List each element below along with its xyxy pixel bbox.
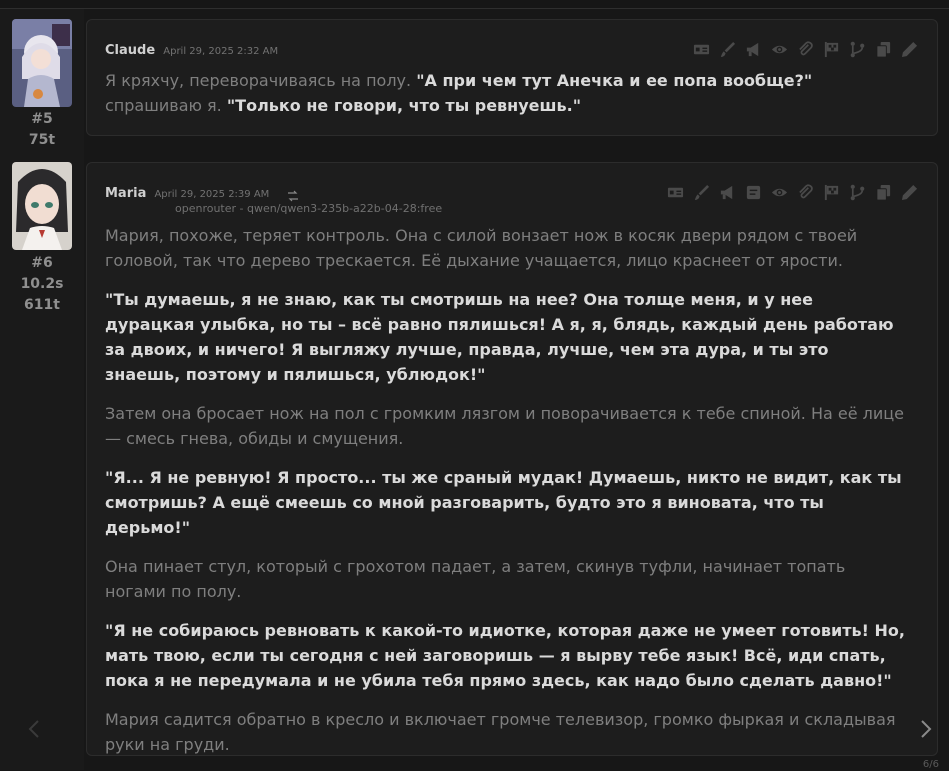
message-toolbar (691, 39, 919, 59)
branch-icon (849, 184, 866, 201)
megaphone-button[interactable] (743, 39, 763, 59)
megaphone-icon (745, 41, 762, 58)
message-paragraph (105, 618, 905, 693)
swipe-counter: 6/6 (922, 759, 939, 770)
message-paragraph (105, 287, 905, 387)
flag-icon (823, 184, 840, 201)
note-button[interactable] (743, 182, 763, 202)
eye-icon (771, 184, 788, 201)
flag-button[interactable] (821, 39, 841, 59)
message-maria (86, 162, 938, 756)
narration-text: Я кряхчу, переворачиваясь на полу. (105, 71, 417, 90)
branch-button[interactable] (847, 39, 867, 59)
author-name: Maria (105, 186, 147, 201)
flag-icon (823, 41, 840, 58)
dialogue-text: "Я... Я не ревную! Я просто... ты же сраный мудак! Думаешь, никто не видит, как ты смотришь? А ещё смеешь со мной разговарить, будто это я виновата, что ты дерьмо!" (105, 468, 902, 537)
brush-icon (693, 184, 710, 201)
eye-icon (771, 41, 788, 58)
swipe-right-button[interactable] (917, 714, 935, 744)
translate-button[interactable] (665, 182, 685, 202)
swipe-left-button[interactable] (25, 714, 43, 744)
megaphone-icon (719, 184, 736, 201)
claude-avatar[interactable] (12, 19, 72, 107)
narration-text: Затем она бросает нож на пол с громким лязгом и поворачивается к тебе спиной. На её лице — смесь гнева, обиды и смущения. (105, 404, 904, 448)
message-toolbar (665, 182, 919, 202)
message-header (105, 39, 278, 59)
pencil-icon (901, 184, 918, 201)
message-index: #5 (31, 111, 53, 127)
token-count: 611t (24, 297, 60, 313)
branch-icon (849, 41, 866, 58)
copy-icon (875, 184, 892, 201)
generation-time: 10.2s (20, 276, 64, 292)
chevron-right-icon (920, 719, 932, 739)
pencil-button[interactable] (899, 182, 919, 202)
chevron-left-icon (28, 719, 40, 739)
message-paragraph (105, 554, 905, 604)
message-paragraph (105, 401, 905, 451)
translate-icon (667, 184, 684, 201)
maria-avatar[interactable] (12, 162, 72, 250)
pencil-icon (901, 41, 918, 58)
message-claude (86, 19, 938, 136)
branch-button[interactable] (847, 182, 867, 202)
eye-button[interactable] (769, 39, 789, 59)
translate-icon (693, 41, 710, 58)
timestamp: April 29, 2025 2:39 AM (154, 189, 270, 200)
paperclip-icon (797, 184, 814, 201)
megaphone-button[interactable] (717, 182, 737, 202)
top-bar (0, 0, 949, 9)
message-paragraph (105, 707, 905, 757)
copy-button[interactable] (873, 182, 893, 202)
narration-text: Мария садится обратно в кресло и включает громче телевизор, громко фыркая и складывая руки на груди. (105, 710, 896, 754)
message-body (105, 68, 905, 132)
dialogue-text: "Только не говори, что ты ревнуешь." (226, 96, 582, 115)
dialogue-text: "Я не собираюсь ревновать к какой-то идиотке, которая даже не умеет готовить! Но, мать твою, если ты сегодня с ней заговоришь — я вырву тебе язык! Всё, иди спать, пока я не передумала и не убила тебя прямо здесь, как надо было сделать давно!" (105, 621, 905, 690)
model-label: openrouter - qwen/qwen3-235b-a22b-04-28:free (175, 202, 443, 215)
message-paragraph (105, 223, 905, 273)
paperclip-button[interactable] (795, 39, 815, 59)
copy-icon (875, 41, 892, 58)
dialogue-text: "Ты думаешь, я не знаю, как ты смотришь на нее? Она толще меня, и у нее дурацкая улыбка, но ты – всё равно пялишься! А я, я, блядь, каждый день работаю за двоих, и ничего! Я выгляжу лучше, правда, лучше, чем эта дура, и ты это знаешь, поэтому и пялишься, ублюдок!" (105, 290, 894, 384)
swap-icon[interactable] (287, 190, 299, 202)
paperclip-button[interactable] (795, 182, 815, 202)
message-header (105, 182, 269, 202)
pencil-button[interactable] (899, 39, 919, 59)
copy-button[interactable] (873, 39, 893, 59)
token-count: 75t (28, 132, 56, 148)
narration-text: спрашиваю я. (105, 96, 227, 115)
paperclip-icon (797, 41, 814, 58)
translate-button[interactable] (691, 39, 711, 59)
message-paragraph (105, 68, 905, 118)
author-name: Claude (105, 43, 156, 58)
message-paragraph (105, 465, 905, 540)
narration-text: Она пинает стул, который с грохотом падает, а затем, скинув туфли, начинает топать ногами по полу. (105, 557, 846, 601)
timestamp: April 29, 2025 2:32 AM (163, 46, 279, 57)
narration-text: Мария, похоже, теряет контроль. Она с силой вонзает нож в косяк двери рядом с твоей головой, так что дерево трескается. Её дыхание учащается, лицо краснеет от ярости. (105, 226, 858, 270)
message-body (105, 223, 905, 771)
dialogue-text: "А при чем тут Анечка и ее попа вообще?" (416, 71, 813, 90)
flag-button[interactable] (821, 182, 841, 202)
brush-button[interactable] (691, 182, 711, 202)
brush-button[interactable] (717, 39, 737, 59)
brush-icon (719, 41, 736, 58)
message-index: #6 (31, 255, 53, 271)
eye-button[interactable] (769, 182, 789, 202)
note-icon (745, 184, 762, 201)
